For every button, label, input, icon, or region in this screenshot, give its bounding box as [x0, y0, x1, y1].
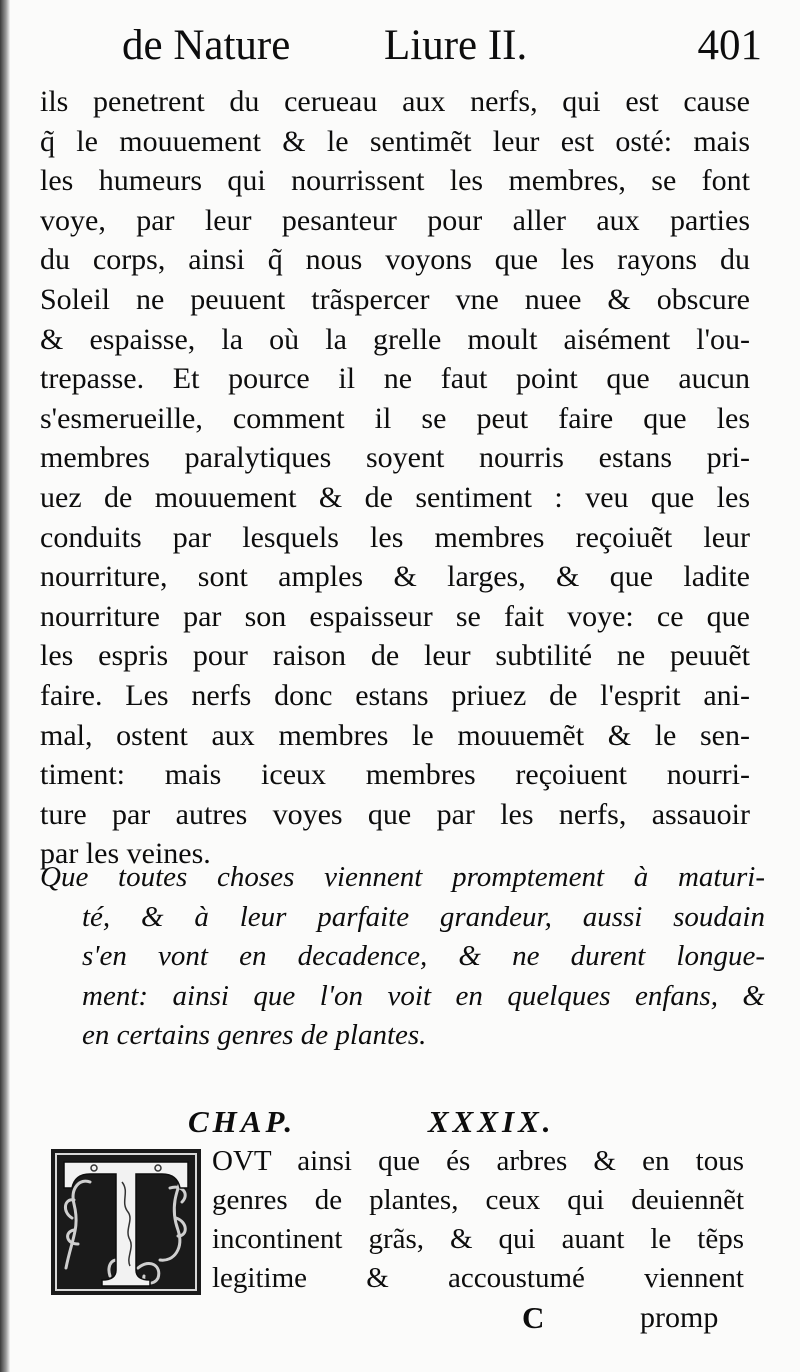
section-heading: [40, 858, 765, 1056]
text-line: incontinent grãs, & qui auant le tẽps: [212, 1223, 744, 1255]
heading-line: té, & à leur parfaite grandeur, aussi soudain: [82, 900, 765, 933]
heading-line: en certains genres de plantes.: [82, 1019, 427, 1051]
signature-mark: C: [522, 1300, 545, 1335]
text-line: faire. Les nerfs donc estans priuez de l'esprit ani-: [40, 678, 750, 712]
text-line: les espris pour raison de leur subtilité ne peuuẽt: [40, 639, 750, 673]
running-head: [122, 18, 772, 74]
heading-line: Que toutes choses viennent promptement à maturi-: [40, 861, 765, 893]
text-line: genres de plantes, ceux qui deuiennẽt: [212, 1184, 744, 1216]
text-line: nourriture, sont amples & larges, & que ladite: [40, 560, 750, 594]
text-line: membres paralytiques soyent nourris estans pri-: [40, 441, 750, 475]
chapter-number: XXXIX.: [428, 1104, 555, 1139]
running-head-title: de Nature: [122, 22, 291, 69]
text-line: timent: mais iceux membres reçoiuent nourri-: [40, 758, 750, 792]
catchword: promp: [640, 1301, 719, 1334]
text-line: s'esmerueille, comment il se peut faire que les: [40, 401, 750, 435]
body-paragraph: [40, 82, 750, 874]
text-line: par les veines.: [40, 837, 211, 871]
text-line: ils penetrent du cerueau aux nerfs, qui est cause: [40, 85, 750, 118]
text-line: conduits par lesquels les membres reçoiuẽt leur: [40, 520, 750, 554]
text-line: uez de mouuement & de sentiment : veu que les: [40, 480, 750, 514]
text-line: trepasse. Et pource il ne faut point que aucun: [40, 362, 750, 396]
text-line: OVT ainsi que és arbres & en tous: [212, 1145, 744, 1177]
text-line: mal, ostent aux membres le mouuemẽt & le sen-: [40, 718, 750, 752]
text-line: nourriture par son espaisseur se fait voye: ce que: [40, 599, 750, 633]
text-line: & espaisse, la où la grelle moult aisément l'ou-: [40, 322, 750, 356]
chapter-opening-text: [212, 1142, 744, 1298]
heading-line: s'en vont en decadence, & ne durent longue-: [82, 940, 765, 972]
chapter-heading: [188, 1100, 618, 1144]
heading-line: ment: ainsi que l'on voit en quelques enfans, &: [82, 979, 765, 1012]
running-head-book: Liure II.: [384, 22, 528, 69]
text-line: voye, par leur pesanteur pour aller aux parties: [40, 203, 750, 237]
text-line: du corps, ainsi q̃ nous voyons que les rayons du: [40, 243, 750, 277]
decorated-initial: [50, 1148, 202, 1296]
text-line: Soleil ne peuuent trãspercer vne nuee & obscure: [40, 282, 750, 316]
decorated-initial-art: [50, 1148, 202, 1296]
text-line: ture par autres voyes que par les nerfs, assauoir: [40, 797, 750, 831]
page-binding-edge: [0, 0, 10, 1372]
text-line: les humeurs qui nourrissent les membres, se font: [40, 164, 750, 198]
page-number: 401: [697, 22, 762, 69]
chapter-label: CHAP.: [188, 1104, 297, 1139]
text-line: legitime & accoustumé viennent: [212, 1262, 744, 1294]
text-line: q̃ le mouuement & le sentimẽt leur est osté: mais: [40, 124, 750, 158]
